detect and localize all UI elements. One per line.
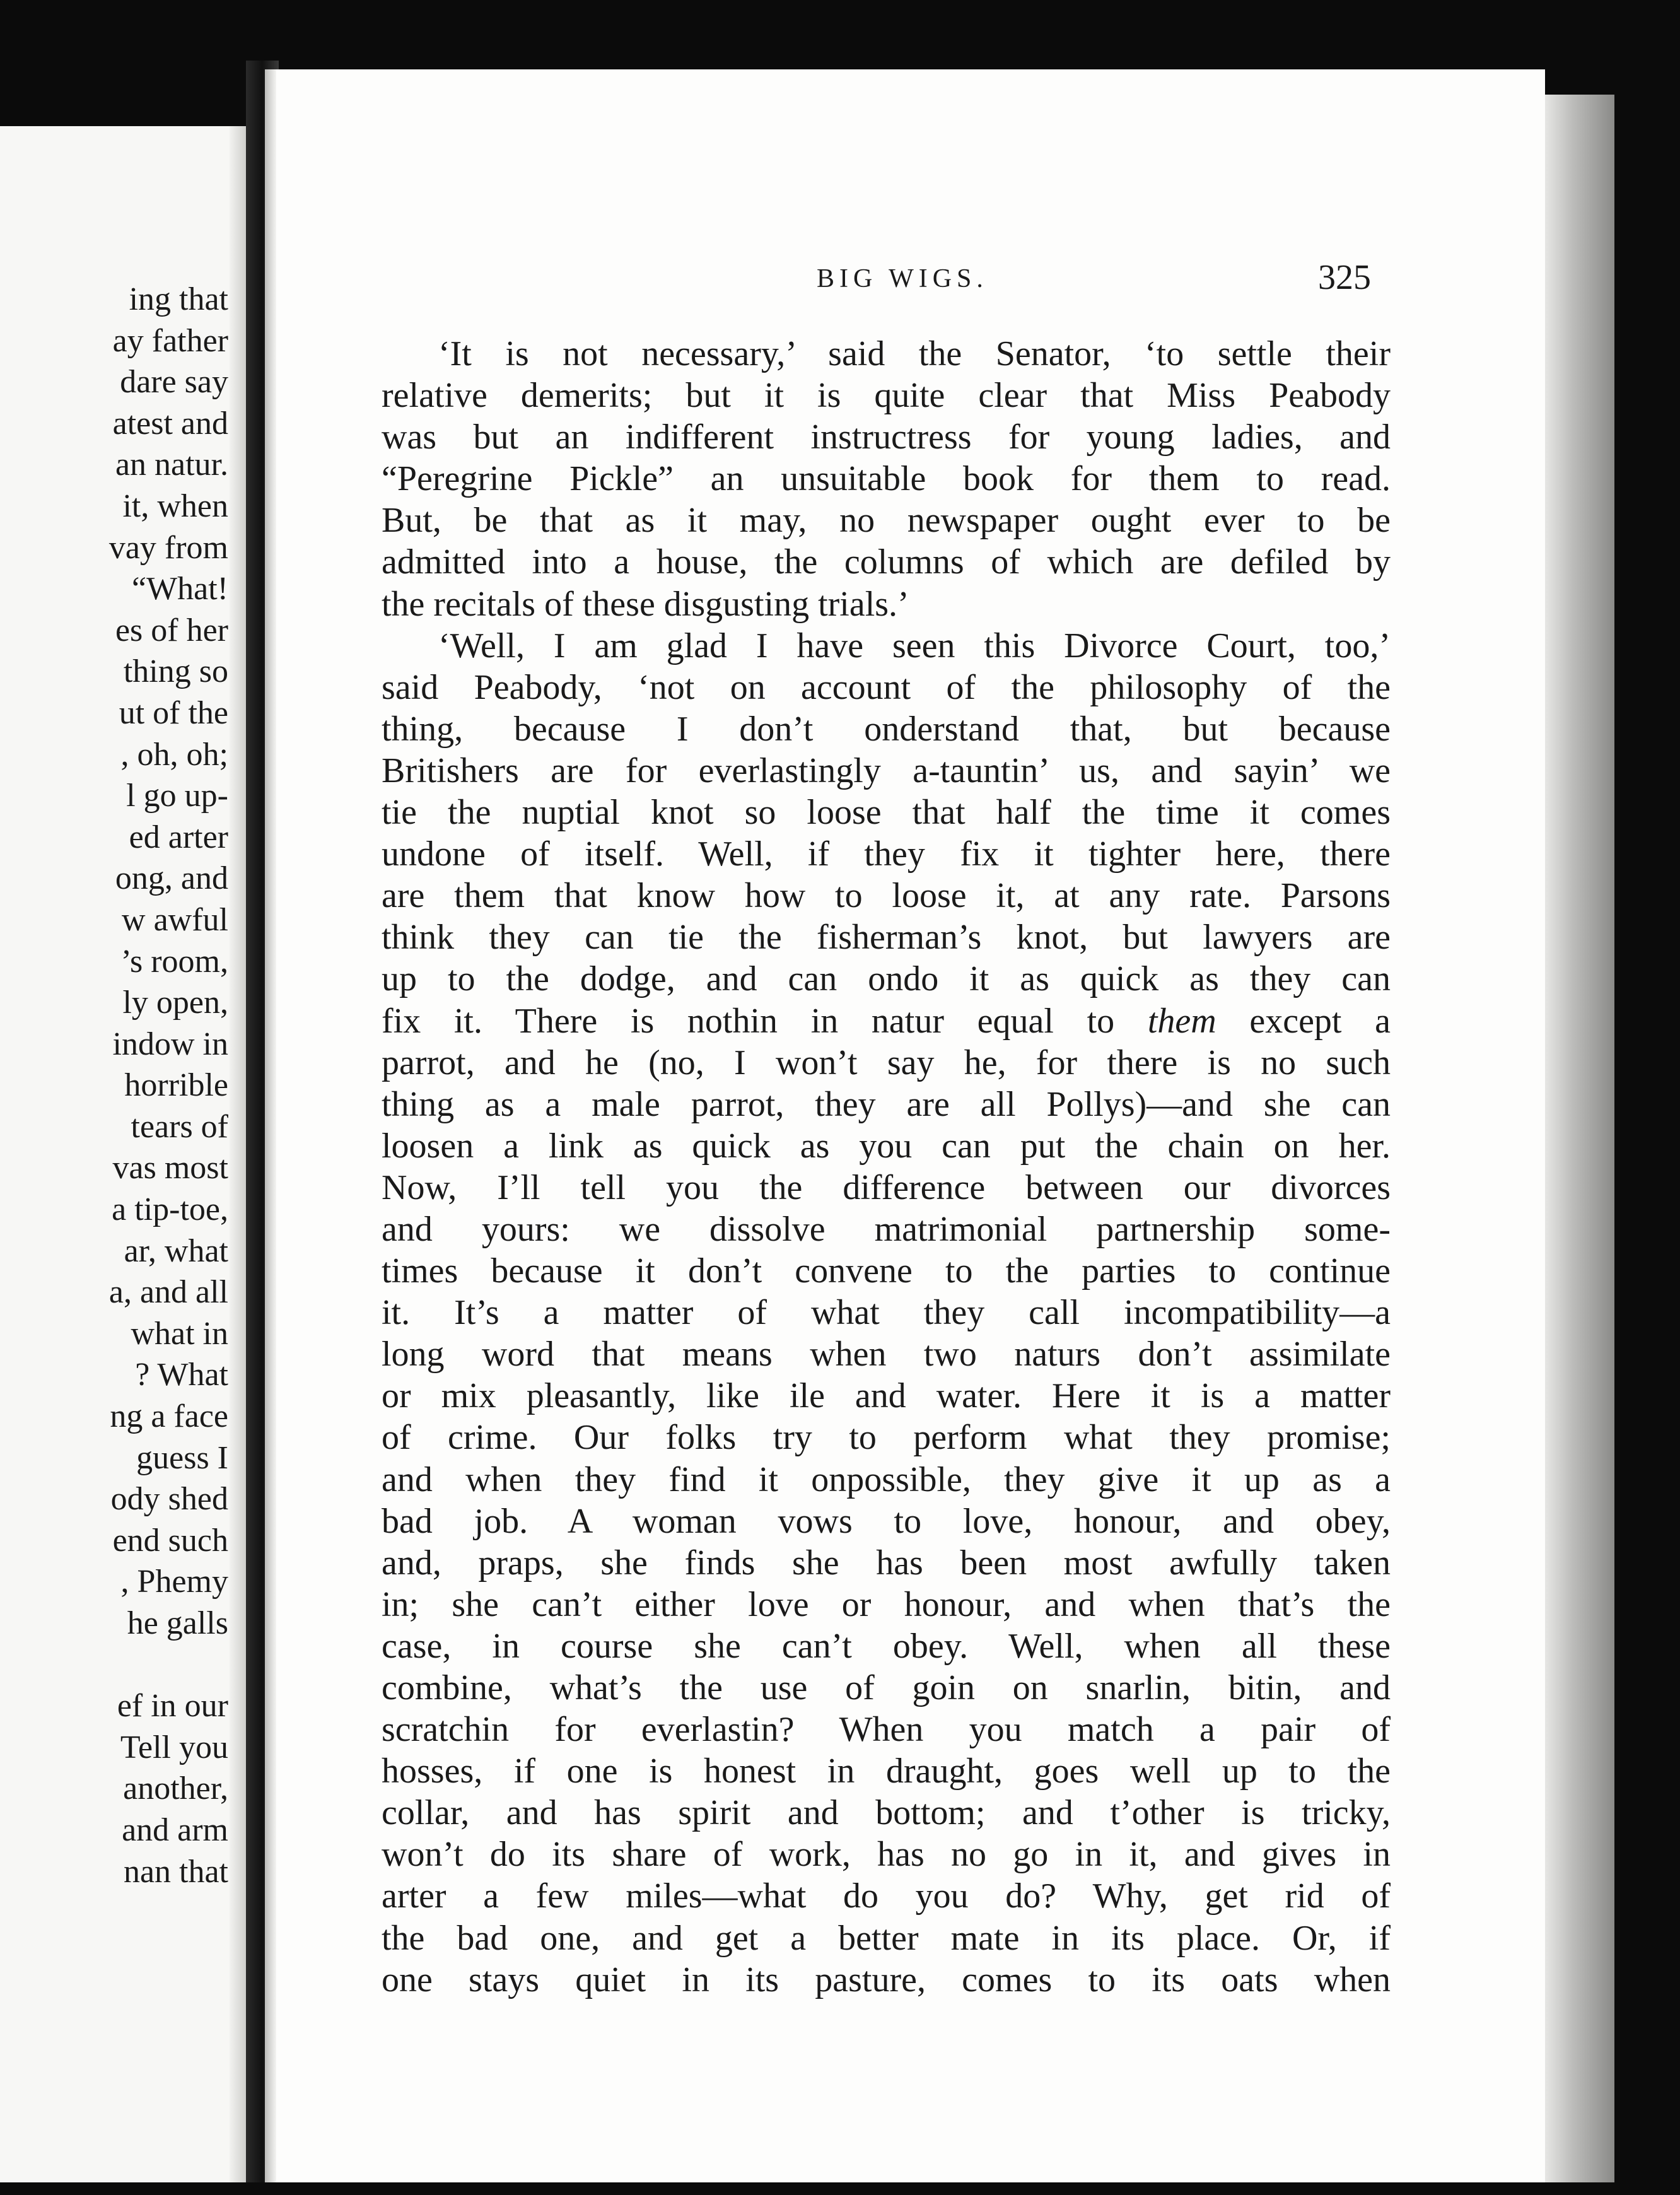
left-page-line: es of her [115, 612, 228, 648]
left-page-line: Tell you [120, 1729, 228, 1765]
left-page-line: nan that [123, 1853, 228, 1890]
text-line: times because it don’t convene to the parties to continue [382, 1251, 1391, 1291]
left-page-line: l go up- [126, 778, 228, 814]
left-page-line: and arm [122, 1812, 228, 1848]
body-text [382, 333, 1391, 2001]
text-line: think they can tie the fisherman’s knot, but lawyers are [382, 918, 1391, 957]
left-page-line: ay father [112, 322, 228, 359]
right-page-fold [265, 69, 276, 2182]
text-line: was but an indifferent instructress for young ladies, and [382, 418, 1391, 457]
left-page-line: ong, and [115, 860, 228, 897]
left-page-line: ar, what [124, 1232, 228, 1269]
text-line: loosen a link as quick as you can put the chain on her. [382, 1126, 1391, 1166]
text-line: it. It’s a matter of what they call incompatibility—a [382, 1293, 1391, 1333]
left-page-line: ut of the [119, 694, 228, 731]
left-page-gutter [230, 126, 246, 2182]
text-line: long word that means when two naturs don’t assimilate [382, 1335, 1391, 1374]
text-line: Now, I’ll tell you the difference between our divorces [382, 1168, 1391, 1207]
left-page-line: , oh, oh; [120, 736, 228, 773]
text-line: collar, and has spirit and bottom; and t’other is tricky, [382, 1793, 1391, 1833]
left-page-line: what in [131, 1315, 228, 1352]
text-line: up to the dodge, and can ondo it as quick as they can [382, 959, 1391, 999]
page-number: 325 [1318, 258, 1371, 297]
text-line: arter a few miles—what do you do? Why, get rid of [382, 1876, 1391, 1916]
left-page-line: vay from [108, 529, 228, 566]
text-line: said Peabody, ‘not on account of the philosophy of the [382, 667, 1391, 707]
left-page [0, 126, 246, 2182]
left-page-line: w awful [122, 901, 228, 938]
left-page-line: ed arter [129, 819, 228, 855]
left-page-line: a, and all [108, 1274, 228, 1311]
text-line: and, praps, she finds she has been most awfully taken [382, 1543, 1391, 1583]
text-line: in; she can’t either love or honour, and when that’s the [382, 1584, 1391, 1624]
text-line: won’t do its share of work, has no go in it, and gives in [382, 1835, 1391, 1875]
left-page-line: it, when [122, 488, 228, 524]
text-line: hosses, if one is honest in draught, goes well up to the [382, 1752, 1391, 1791]
left-page-line: ng a face [110, 1398, 228, 1435]
left-page-line: vas most [112, 1150, 228, 1186]
text-line: scratchin for everlastin? When you match a pair of [382, 1710, 1391, 1750]
left-page-line: he galls [127, 1605, 228, 1641]
text-line: one stays quiet in its pasture, comes to its oats when [382, 1960, 1391, 1999]
left-page-line: ef in our [117, 1688, 228, 1724]
left-page-line: horrible [124, 1067, 228, 1104]
left-page-line: guess I [136, 1439, 228, 1476]
text-line: or mix pleasantly, like ile and water. Here it is a matter [382, 1376, 1391, 1416]
text-line: parrot, and he (no, I won’t say he, for there is no such [382, 1043, 1391, 1082]
left-page-line: ly open, [122, 985, 228, 1021]
text-line: case, in course she can’t obey. Well, when all these [382, 1626, 1391, 1666]
text-line: thing as a male parrot, they are all Pollys)—and she can [382, 1084, 1391, 1124]
text-line: and yours: we dissolve matrimonial partnership some- [382, 1209, 1391, 1249]
left-page-line: dare say [120, 364, 228, 401]
text-line: and when they find it onpossible, they give it up as a [382, 1460, 1391, 1499]
left-page-line: ing that [129, 281, 228, 317]
left-page-line: tears of [131, 1108, 228, 1145]
left-page-line: end such [112, 1522, 228, 1559]
left-page-line: thing so [123, 653, 228, 690]
text-line: fix it. There is nothin in natur equal to them except a [382, 1001, 1391, 1041]
left-page-line: an natur. [115, 447, 228, 483]
left-page-line: ? What [135, 1357, 228, 1393]
text-line: undone of itself. Well, if they fix it tighter here, there [382, 834, 1391, 874]
left-page-line: , Phemy [120, 1564, 228, 1600]
text-line: are them that know how to loose it, at any rate. Parsons [382, 876, 1391, 916]
text-line: “Peregrine Pickle” an unsuitable book for them to read. [382, 459, 1391, 499]
text-line: thing, because I don’t onderstand that, but because [382, 709, 1391, 749]
text-line: ‘Well, I am glad I have seen this Divorce Court, too,’ [438, 626, 1391, 665]
left-page-line [109, 1644, 228, 1686]
running-title: BIG WIGS. [817, 264, 988, 293]
text-line: But, be that as it may, no newspaper ought ever to be [382, 501, 1391, 541]
left-page-line: indow in [112, 1026, 228, 1062]
italic-word: them [1147, 1001, 1216, 1041]
text-line: of crime. Our folks try to perform what they promise; [382, 1418, 1391, 1458]
text-line: Britishers are for everlastingly a-tauntin’ us, and sayin’ we [382, 751, 1391, 790]
text-line: the bad one, and get a better mate in its place. Or, if [382, 1918, 1391, 1958]
left-page-line: “What! [131, 571, 228, 607]
text-line: ‘It is not necessary,’ said the Senator, ‘to settle their [438, 334, 1391, 373]
text-line: the recitals of these disgusting trials.’ [382, 584, 909, 624]
text-line: relative demerits; but it is quite clear that Miss Peabody [382, 376, 1391, 416]
text-line: admitted into a house, the columns of which are defiled by [382, 542, 1391, 582]
text-line: combine, what’s the use of goin on snarlin, bitin, and [382, 1668, 1391, 1707]
left-page-line: ’s room, [120, 943, 228, 980]
left-page-line: atest and [112, 405, 228, 442]
page-edges [1545, 95, 1614, 2182]
text-line: tie the nuptial knot so loose that half the time it comes [382, 793, 1391, 833]
left-page-text [109, 279, 228, 1892]
text-line: bad job. A woman vows to love, honour, and obey, [382, 1501, 1391, 1541]
left-page-line: ody shed [110, 1481, 228, 1518]
left-page-line: a tip-toe, [112, 1191, 228, 1228]
left-page-line: another, [123, 1771, 228, 1807]
